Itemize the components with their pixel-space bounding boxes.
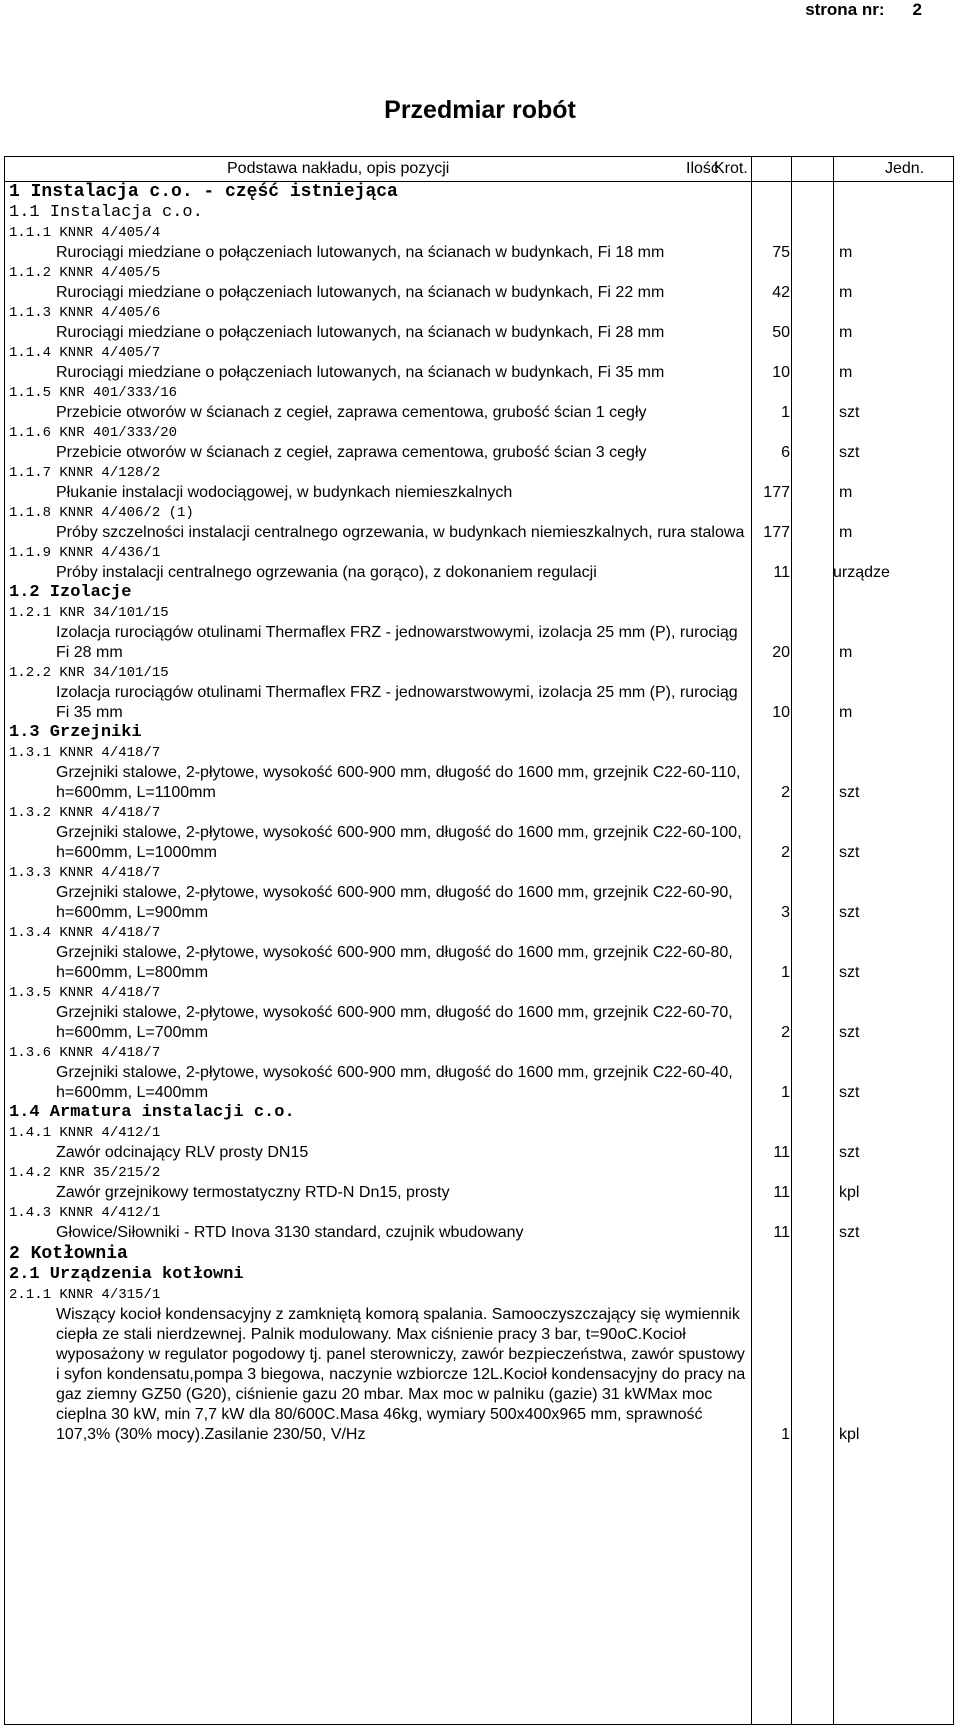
item-description: Zawór grzejnikowy termostatyczny RTD-N Dn15, prosty: [56, 1184, 450, 1201]
item-description: Rurociągi miedziane o połączeniach lutowanych, na ścianach w budynkach, Fi 22 mm: [56, 284, 665, 301]
item-quantity: 3: [781, 904, 790, 921]
section-heading: 2 Kotłownia: [9, 1244, 128, 1264]
item-code: 1.4.1 KNNR 4/412/1: [9, 1125, 161, 1141]
table-row: [5, 603, 953, 663]
item-quantity: 11: [773, 564, 790, 581]
item-unit: szt: [839, 904, 860, 921]
item-quantity: 2: [781, 784, 790, 801]
item-description: Grzejniki stalowe, 2-płytowe, wysokość 600-900 mm, długość do 1600 mm, grzejnik C22-60-90, h=600mm, L=900mm: [56, 884, 733, 921]
item-quantity: 20: [772, 644, 790, 661]
section-heading: 1.3 Grzejniki: [9, 723, 142, 742]
item-quantity: 177: [763, 484, 790, 501]
table-row: [5, 1285, 953, 1445]
item-unit: m: [839, 484, 853, 501]
document-title: Przedmiar robót: [384, 96, 576, 124]
item-description: Wiszący kocioł kondensacyjny z zamkniętą komorą spalania. Samooczyszczający się wymiennik ciepła ze stali nierdzewnej. Palnik modulowany. Max ciśnienie pracy 3 bar, t=90oC.Kocioł wyposażony w regulator pogodowy tj. panel sterowniczy, zawór bezpieczeństwa, zawór spustowy i syfon kondensatu,pompa 3 biegowa, naczynie wzbiorcze 12L.Kocioł kondensacyjny do pracy na gaz ziemny GZ50 (G20), ciśnienie gazu 20 mbar. Max moc w palniku (gazie) 31 kWMax moc cieplna 30 kW, min 7,7 kW dla 80/600C.Masa 46kg, wymiary 500x400x965 mm, sprawność 107,3% (30% mocy).Zasilanie 230/50, V/Hz: [56, 1306, 746, 1443]
item-unit: kpl: [839, 1184, 860, 1201]
item-quantity: 2: [781, 1024, 790, 1041]
item-description: Przebicie otworów w ścianach z cegieł, zaprawa cementowa, grubość ścian 1 cegły: [56, 404, 647, 421]
item-code: 1.1.7 KNNR 4/128/2: [9, 465, 161, 481]
header-krot: Krot.: [714, 160, 748, 177]
item-unit: m: [839, 644, 853, 661]
item-code: 1.1.2 KNNR 4/405/5: [9, 265, 161, 281]
item-quantity: 42: [772, 284, 790, 301]
item-description: Grzejniki stalowe, 2-płytowe, wysokość 600-900 mm, długość do 1600 mm, grzejnik C22-60-110, h=600mm, L=1100mm: [56, 764, 741, 801]
item-description: Grzejniki stalowe, 2-płytowe, wysokość 600-900 mm, długość do 1600 mm, grzejnik C22-60-40, h=600mm, L=400mm: [56, 1064, 733, 1101]
item-description: Rurociągi miedziane o połączeniach lutowanych, na ścianach w budynkach, Fi 28 mm: [56, 324, 665, 341]
item-quantity: 11: [773, 1224, 790, 1241]
table-row: [5, 743, 953, 803]
item-code: 1.3.4 KNNR 4/418/7: [9, 925, 161, 941]
item-description: Izolacja rurociągów otulinami Thermaflex FRZ - jednowarstwowymi, izolacja 25 mm (P), rurociąg Fi 35 mm: [56, 684, 738, 721]
header-quantity: Ilość: [686, 160, 719, 177]
header-unit: Jedn.: [885, 160, 925, 177]
item-quantity: 2: [781, 844, 790, 861]
item-quantity: 1: [781, 964, 790, 981]
item-quantity: 10: [772, 704, 790, 721]
table-row: [5, 303, 953, 343]
item-quantity: 10: [772, 364, 790, 381]
item-code: 1.3.5 KNNR 4/418/7: [9, 985, 161, 1001]
item-code: 1.2.1 KNR 34/101/15: [9, 605, 169, 621]
page-number: [805, 0, 922, 20]
item-description: Próby instalacji centralnego ogrzewania (na gorąco), z dokonaniem regulacji: [56, 564, 597, 581]
table-row: [5, 503, 953, 543]
item-unit: m: [839, 364, 853, 381]
table-row: [5, 343, 953, 383]
item-unit: szt: [839, 1224, 860, 1241]
table-row: [5, 1123, 953, 1163]
item-unit: m: [839, 244, 853, 261]
section-heading: 1.4 Armatura instalacji c.o.: [9, 1103, 295, 1122]
item-description: Grzejniki stalowe, 2-płytowe, wysokość 600-900 mm, długość do 1600 mm, grzejnik C22-60-100, h=600mm, L=1000mm: [56, 824, 742, 861]
item-code: 1.1.5 KNR 401/333/16: [9, 385, 178, 401]
item-description: Płukanie instalacji wodociągowej, w budynkach niemieszkalnych: [56, 484, 513, 501]
table-row: [5, 923, 953, 983]
item-code: 1.1.9 KNNR 4/436/1: [9, 545, 161, 561]
item-unit: szt: [839, 444, 860, 461]
item-code: 1.1.1 KNNR 4/405/4: [9, 225, 161, 241]
table-row: [5, 543, 953, 583]
table-row: [5, 223, 953, 263]
item-unit: m: [839, 324, 853, 341]
item-description: Grzejniki stalowe, 2-płytowe, wysokość 600-900 mm, długość do 1600 mm, grzejnik C22-60-70, h=600mm, L=700mm: [56, 1004, 733, 1041]
item-quantity: 1: [781, 1084, 790, 1101]
section-heading: 1 Instalacja c.o. - część istniejąca: [9, 182, 398, 202]
item-quantity: 11: [773, 1144, 790, 1161]
table-row: [5, 263, 953, 303]
item-unit: kpl: [839, 1426, 860, 1443]
item-description: Próby szczelności instalacji centralnego ogrzewania, w budynkach niemieszkalnych, rura stalowa: [56, 524, 745, 541]
item-code: 1.1.3 KNNR 4/405/6: [9, 305, 161, 321]
item-description: Izolacja rurociągów otulinami Thermaflex FRZ - jednowarstwowymi, izolacja 25 mm (P), rurociąg Fi 28 mm: [56, 624, 738, 661]
item-unit: m: [839, 704, 853, 721]
table-row: [5, 983, 953, 1043]
table-row: [5, 863, 953, 923]
table-row: [5, 1163, 953, 1203]
item-unit: szt: [839, 964, 860, 981]
item-code: 1.1.4 KNNR 4/405/7: [9, 345, 161, 361]
item-code: 1.3.3 KNNR 4/418/7: [9, 865, 161, 881]
section-heading: 2.1 Urządzenia kotłowni: [9, 1265, 244, 1284]
item-description: Głowice/Siłowniki - RTD Inova 3130 standard, czujnik wbudowany: [56, 1224, 524, 1241]
table-header: [5, 157, 953, 182]
item-code: 1.1.6 KNR 401/333/20: [9, 425, 178, 441]
item-unit: szt: [839, 1024, 860, 1041]
item-code: 1.3.1 KNNR 4/418/7: [9, 745, 161, 761]
item-unit: szt: [839, 844, 860, 861]
item-quantity: 177: [763, 524, 790, 541]
item-quantity: 1: [781, 1426, 790, 1443]
table-row: [5, 423, 953, 463]
item-code: 2.1.1 KNNR 4/315/1: [9, 1287, 161, 1303]
table-row: [5, 803, 953, 863]
item-quantity: 50: [772, 324, 790, 341]
item-description: Rurociągi miedziane o połączeniach lutowanych, na ścianach w budynkach, Fi 18 mm: [56, 244, 665, 261]
bill-of-quantities-table: [4, 156, 954, 1725]
section-heading: 1.2 Izolacje: [9, 583, 132, 602]
item-quantity: 6: [781, 444, 790, 461]
table-row: [5, 1203, 953, 1243]
table-row: [5, 383, 953, 423]
item-unit: szt: [839, 404, 860, 421]
item-quantity: 1: [781, 404, 790, 421]
table-row: [5, 463, 953, 503]
item-description: Rurociągi miedziane o połączeniach lutowanych, na ścianach w budynkach, Fi 35 mm: [56, 364, 665, 381]
item-description: Grzejniki stalowe, 2-płytowe, wysokość 600-900 mm, długość do 1600 mm, grzejnik C22-60-80, h=600mm, L=800mm: [56, 944, 733, 981]
item-unit: m: [839, 284, 853, 301]
table-row: [5, 663, 953, 723]
page-number-label: strona nr:: [805, 0, 885, 19]
item-description: Zawór odcinający RLV prosty DN15: [56, 1144, 309, 1161]
table-row: [5, 1043, 953, 1103]
item-code: 1.1.8 KNNR 4/406/2 (1): [9, 505, 194, 521]
item-code: 1.3.6 KNNR 4/418/7: [9, 1045, 161, 1061]
item-unit: szt: [839, 1084, 860, 1101]
item-description: Przebicie otworów w ścianach z cegieł, zaprawa cementowa, grubość ścian 3 cegły: [56, 444, 647, 461]
item-unit: m: [839, 524, 853, 541]
header-description: Podstawa nakładu, opis pozycji: [227, 160, 450, 177]
table-body: [5, 181, 953, 1445]
item-quantity: 75: [772, 244, 790, 261]
section-heading: 1.1 Instalacja c.o.: [9, 203, 203, 222]
item-code: 1.3.2 KNNR 4/418/7: [9, 805, 161, 821]
item-unit: szt: [839, 1144, 860, 1161]
item-quantity: 11: [773, 1184, 790, 1201]
item-unit: szt: [839, 784, 860, 801]
page-number-value: 2: [912, 0, 922, 19]
item-unit: urządze: [833, 564, 890, 581]
item-code: 1.4.2 KNR 35/215/2: [9, 1165, 161, 1181]
item-code: 1.4.3 KNNR 4/412/1: [9, 1205, 161, 1221]
item-code: 1.2.2 KNR 34/101/15: [9, 665, 169, 681]
